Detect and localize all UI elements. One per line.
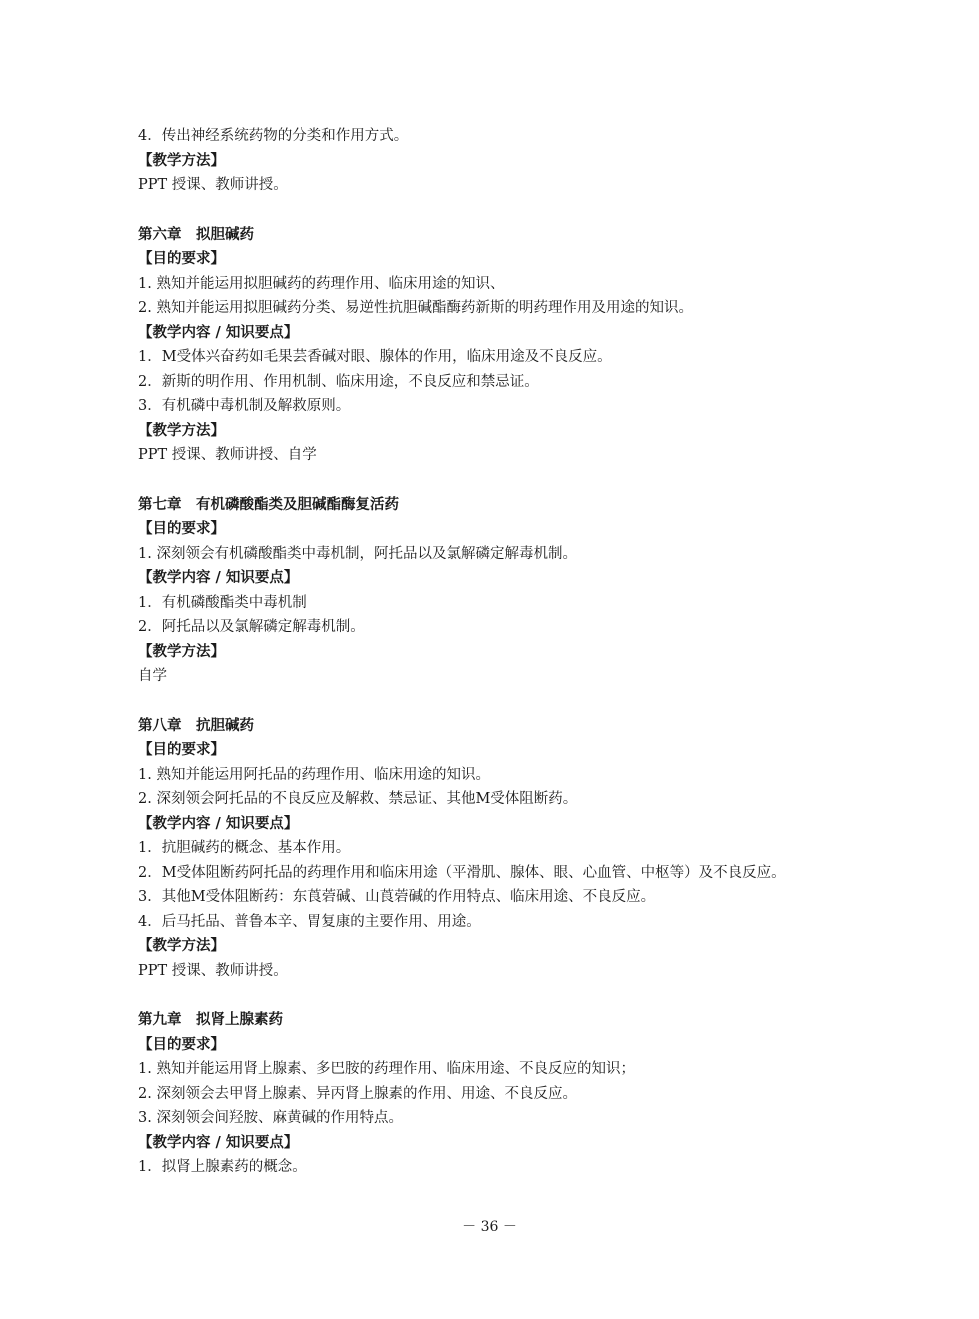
chapter-6-method-text: PPT 授课、教师讲授、自学 [138,447,317,463]
intro-method-heading: 【教学方法】 [138,151,225,169]
chapter-9-content-1: 1．拟肾上腺素药的概念。 [138,1159,307,1175]
chapter-9-goal-2: 2. 深刻领会去甲肾上腺素、异丙肾上腺素的作用、用途、不良反应。 [138,1085,577,1102]
chapter-8-content-1: 1．抗胆碱药的概念、基本作用。 [138,840,351,856]
chapter-7-content-2: 2．阿托品以及氯解磷定解毒机制。 [138,619,365,635]
chapter-8-content-3: 3．其他M受体阻断药：东莨菪碱、山莨菪碱的作用特点、临床用途、不良反应。 [138,889,656,905]
chapter-6-method-heading: 【教学方法】 [138,421,225,439]
intro-method-text: PPT 授课、教师讲授。 [138,177,288,193]
chapter-7-title: 第七章 有机磷酸酯类及胆碱酯酶复活药 [138,496,399,513]
chapter-8-content-heading: 【教学内容 / 知识要点】 [138,814,299,832]
page-number: － 36 － [462,1219,517,1235]
chapter-8-content-4: 4．后马托品、普鲁本辛、胃复康的主要作用、用途。 [138,913,481,930]
chapter-6-content-2: 2．新斯的明作用、作用机制、临床用途，不良反应和禁忌证。 [138,373,539,390]
chapter-6-goal-1: 1. 熟知并能运用拟胆碱药的药理作用、临床用途的知识、 [138,275,505,292]
chapter-8-title: 第八章 抗胆碱药 [138,717,254,734]
chapter-7-content-1: 1．有机磷酸酯类中毒机制 [138,594,307,611]
intro-item-4: 4．传出神经系统药物的分类和作用方式。 [138,128,409,144]
chapter-6-goal-2: 2. 熟知并能运用拟胆碱药分类、易逆性抗胆碱酯酶药新斯的明药理作用及用途的知识。 [138,300,693,316]
chapter-9-goal-1: 1. 熟知并能运用肾上腺素、多巴胺的药理作用、临床用途、不良反应的知识； [138,1061,635,1077]
chapter-8-method-heading: 【教学方法】 [138,937,225,954]
chapter-7-goal-heading: 【目的要求】 [138,520,225,537]
chapter-8-goal-1: 1. 熟知并能运用阿托品的药理作用、临床用途的知识。 [138,766,490,783]
chapter-8-method-text: PPT 授课、教师讲授。 [138,962,288,979]
chapter-6-title: 第六章 拟胆碱药 [138,226,254,243]
chapter-9-content-heading: 【教学内容 / 知识要点】 [138,1133,299,1151]
chapter-6-content-1: 1．M受体兴奋药如毛果芸香碱对眼、腺体的作用，临床用途及不良反应。 [138,349,612,365]
page-content [138,124,878,1180]
chapter-9-title: 第九章 拟肾上腺素药 [138,1012,283,1028]
chapter-7-content-heading: 【教学内容 / 知识要点】 [138,569,299,586]
chapter-6-goal-heading: 【目的要求】 [138,250,225,267]
chapter-7-method-text: 自学 [138,668,167,684]
chapter-8-goal-2: 2. 深刻领会阿托品的不良反应及解救、禁忌证、其他M受体阻断药。 [138,791,578,807]
chapter-6-content-3: 3．有机磷中毒机制及解救原则。 [138,398,351,414]
chapter-8-goal-heading: 【目的要求】 [138,741,225,758]
chapter-7-goal-1: 1. 深刻领会有机磷酸酯类中毒机制，阿托品以及氯解磷定解毒机制。 [138,545,577,562]
chapter-9-goal-heading: 【目的要求】 [138,1035,225,1053]
chapter-7-method-heading: 【教学方法】 [138,642,225,660]
chapter-9-goal-3: 3. 深刻领会间羟胺、麻黄碱的作用特点。 [138,1110,403,1126]
chapter-8-content-2: 2．M受体阻断药阿托品的药理作用和临床用途（平滑肌、腺体、眼、心血管、中枢等）及不良反应。 [138,864,786,881]
chapter-6-content-heading: 【教学内容 / 知识要点】 [138,323,299,341]
